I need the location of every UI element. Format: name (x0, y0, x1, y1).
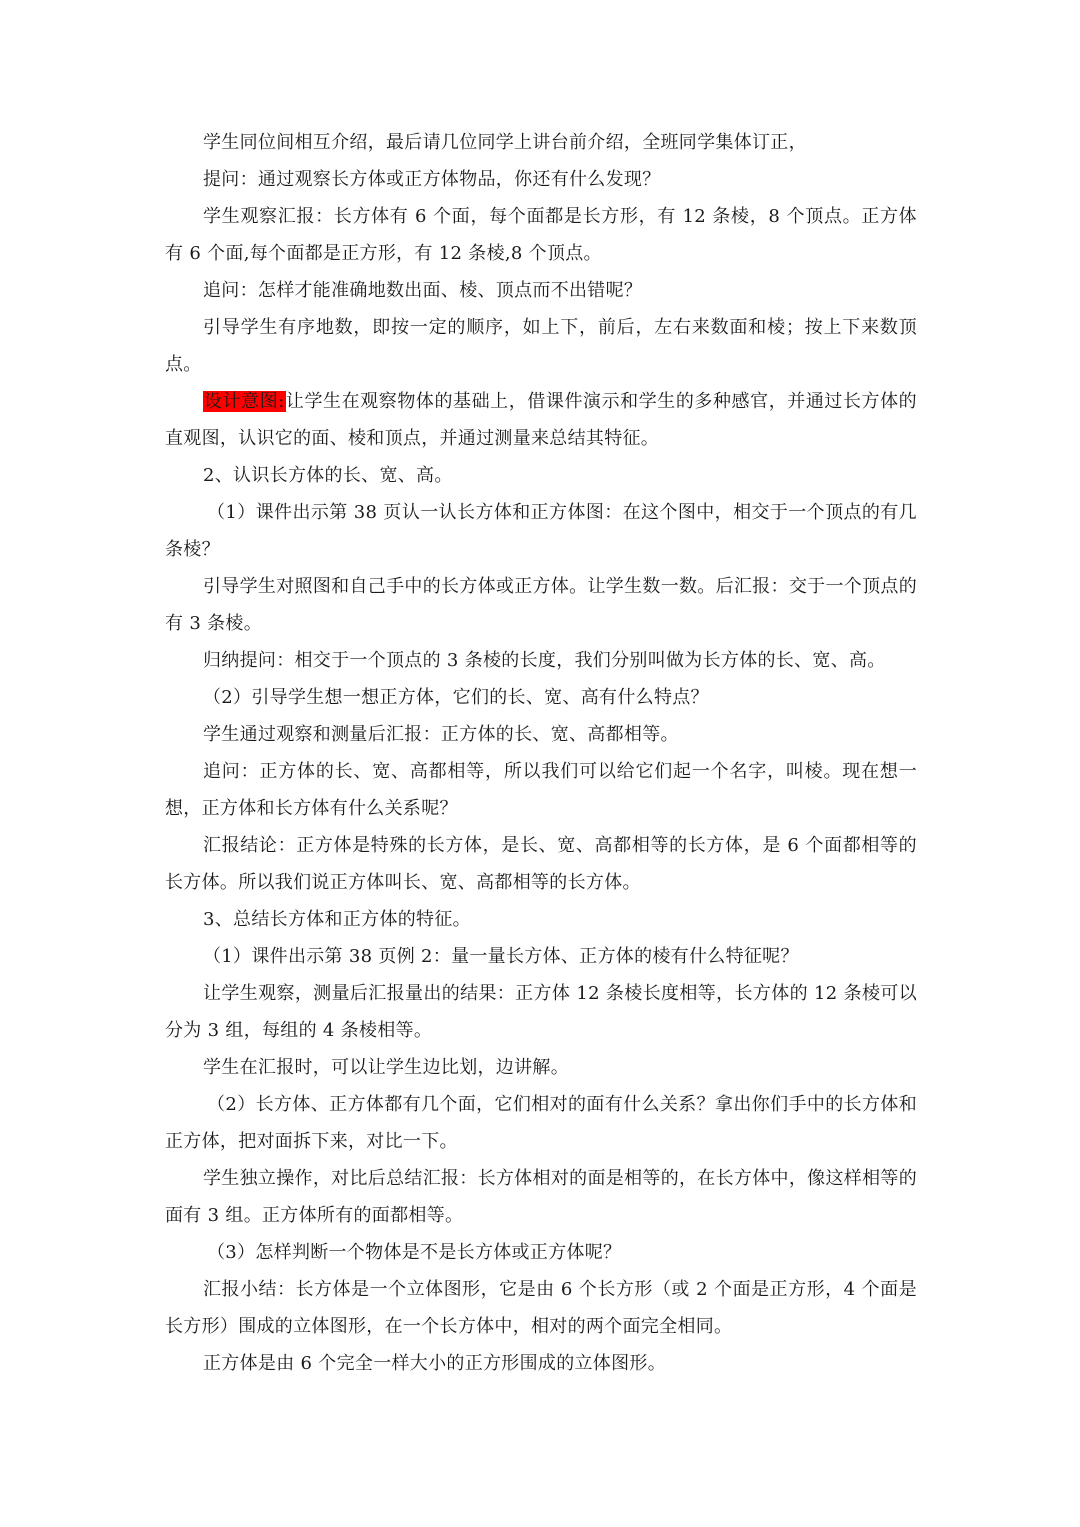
paragraph: 引导学生有序地数，即按一定的顺序，如上下，前后，左右来数面和棱；按上下来数顶点。 (165, 317, 917, 375)
design-intent-label: 设计意图: (204, 391, 285, 412)
paragraph: 引导学生对照图和自己手中的长方体或正方体。让学生数一数。后汇报：交于一个顶点的有 3 条棱。 (165, 576, 917, 634)
paragraph: （1）课件出示第 38 页认一认长方体和正方体图：在这个图中，相交于一个顶点的有几条棱？ (165, 502, 917, 560)
design-intent-paragraph (165, 383, 917, 457)
paragraph: （1）课件出示第 38 页例 2：量一量长方体、正方体的棱有什么特征呢？ (203, 946, 799, 967)
paragraph: 追问：怎样才能准确地数出面、棱、顶点而不出错呢？ (203, 280, 643, 301)
paragraph: 追问：正方体的长、宽、高都相等，所以我们可以给它们起一个名字，叫棱。现在想一想，正方体和长方体有什么关系呢？ (165, 761, 917, 819)
paragraph: 归纳提问：相交于一个顶点的 3 条棱的长度，我们分别叫做为长方体的长、宽、高。 (203, 650, 886, 671)
paragraph: 提问：通过观察长方体或正方体物品，你还有什么发现？ (203, 169, 661, 190)
paragraph-text: 让学生在观察物体的基础上，借课件演示和学生的多种感官，并通过长方体的直观图，认识它的面、棱和顶点，并通过测量来总结其特征。 (165, 391, 917, 449)
document-body (165, 124, 917, 1382)
section-heading: 3、总结长方体和正方体的特征。 (203, 909, 471, 930)
paragraph: （3）怎样判断一个物体是不是长方体或正方体呢？ (207, 1242, 622, 1263)
paragraph: 汇报结论：正方体是特殊的长方体，是长、宽、高都相等的长方体，是 6 个面都相等的长方体。所以我们说正方体叫长、宽、高都相等的长方体。 (165, 835, 917, 893)
paragraph: 让学生观察，测量后汇报量出的结果：正方体 12 条棱长度相等，长方体的 12 条棱可以分为 3 组，每组的 4 条棱相等。 (165, 983, 917, 1041)
section-heading: 2、认识长方体的长、宽、高。 (203, 465, 453, 486)
paragraph: 学生通过观察和测量后汇报：正方体的长、宽、高都相等。 (203, 724, 679, 745)
paragraph: 学生同位间相互介绍，最后请几位同学上讲台前介绍，全班同学集体订正， (203, 132, 807, 153)
paragraph: （2）长方体、正方体都有几个面，它们相对的面有什么关系？拿出你们手中的长方体和正方体，把对面拆下来，对比一下。 (165, 1094, 917, 1152)
paragraph: 正方体是由 6 个完全一样大小的正方形围成的立体图形。 (203, 1353, 666, 1374)
paragraph: 汇报小结：长方体是一个立体图形，它是由 6 个长方形（或 2 个面是正方形，4 个面是长方形）围成的立体图形，在一个长方体中，相对的两个面完全相同。 (165, 1279, 917, 1337)
paragraph: 学生在汇报时，可以让学生边比划，边讲解。 (203, 1057, 569, 1078)
paragraph: （2）引导学生想一想正方体，它们的长、宽、高有什么特点？ (203, 687, 709, 708)
paragraph: 学生观察汇报：长方体有 6 个面，每个面都是长方形，有 12 条棱，8 个顶点。正方体有 6 个面,每个面都是正方形，有 12 条棱,8 个顶点。 (165, 206, 917, 264)
paragraph: 学生独立操作，对比后总结汇报：长方体相对的面是相等的，在长方体中，像这样相等的面有 3 组。正方体所有的面都相等。 (165, 1168, 917, 1226)
